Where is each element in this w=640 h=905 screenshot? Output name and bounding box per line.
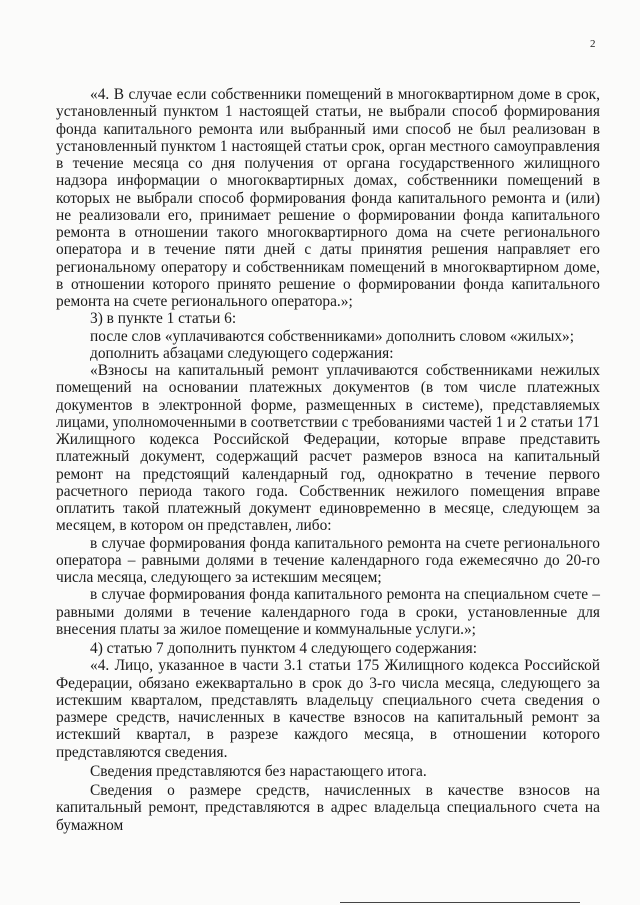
paragraph-item-4-heading: 4) статью 7 дополнить пунктом 4 следующего содержания: xyxy=(90,640,478,657)
paragraph-article-4-amendment: «4. В случае если собственники помещений в многоквартирном доме в срок, установленный пунктом 1 настоящей статьи, не выбрали способ формирования фонда капитального ремонта или выбранный ими способ не был реализован в установленный пунктом 1 настоящей статьи срок, орган местного самоуправления в течение месяца со дня получения от органа государственного жилищного надзора информации о многоквартирных домах, собственники помещений в которых не выбрали способ формирования фонда капитального ремонта и (или) не реализовали его, принимает решение о формировании фонда капитального ремонта в отношении такого многоквартирного дома на счете регионального оператора и в течение пяти дней с даты принятия решения направляет его региональному оператору и собственникам помещений в многоквартирном доме, в отношении которого принято решение о формировании фонда капитального ремонта на счете регионального оператора.»; xyxy=(56,86,600,310)
paragraph-item-3-heading: 3) в пункте 1 статьи 6: xyxy=(90,310,237,328)
paragraph-no-cumulative: Сведения представляются без нарастающего итога. xyxy=(90,762,427,780)
paragraph-add-clauses: дополнить абзацами следующего содержания: xyxy=(90,344,394,362)
paragraph-after-words: после слов «уплачиваются собственниками» дополнить словом «жилых»; xyxy=(90,327,575,345)
bottom-rule xyxy=(340,902,580,903)
paragraph-information-submission: Сведения о размере средств, начисленных в качестве взносов на капитальный ремонт, представляются в адрес владельца специального счета на бумажном xyxy=(56,782,600,834)
paragraph-regional-operator-case: в случае формирования фонда капитального ремонта на счете регионального оператора – равными долями в течение календарного года ежемесячно до 20-го числа месяца, следующего за истекшим месяцем; xyxy=(56,534,600,586)
paragraph-contributions: «Взносы на капитальный ремонт уплачиваются собственниками нежилых помещений на основании платежных документов (в том числе платежных документов в электронной форме, размещенных в системе), представляемых лицами, уполномоченными в соответствии с требованиями частей 1 и 2 статьи 171 Жилищного кодекса Российской Федерации, которые вправе представить платежный документ, содержащий расчет размеров взноса на капитальный ремонт на предстоящий календарный год, однократно в течение первого расчетного периода такого года. Собственник нежилого помещения вправе оплатить такой платежный документ единовременно в месяце, следующем за месяцем, в котором он представлен, либо: xyxy=(56,362,600,535)
paragraph-article-7-clause-4: «4. Лицо, указанное в части 3.1 статьи 175 Жилищного кодекса Российской Федерации, обязано ежеквартально в срок до 3-го числа месяца, следующего за истекшим кварталом, представлять владельцу специального счета сведения о размере средств, начисленных в качестве взносов на капитальный ремонт за истекший квартал, в разрезе каждого месяца, в отношении которого представляются сведения. xyxy=(56,657,600,761)
document-body xyxy=(56,86,600,834)
paragraph-special-account-case: в случае формирования фонда капитального ремонта на специальном счете – равными долями в течение календарного года в сроки, установленные для внесения платы за жилое помещение и коммунальные услуги.»; xyxy=(56,586,600,638)
page-number: 2 xyxy=(590,38,596,50)
